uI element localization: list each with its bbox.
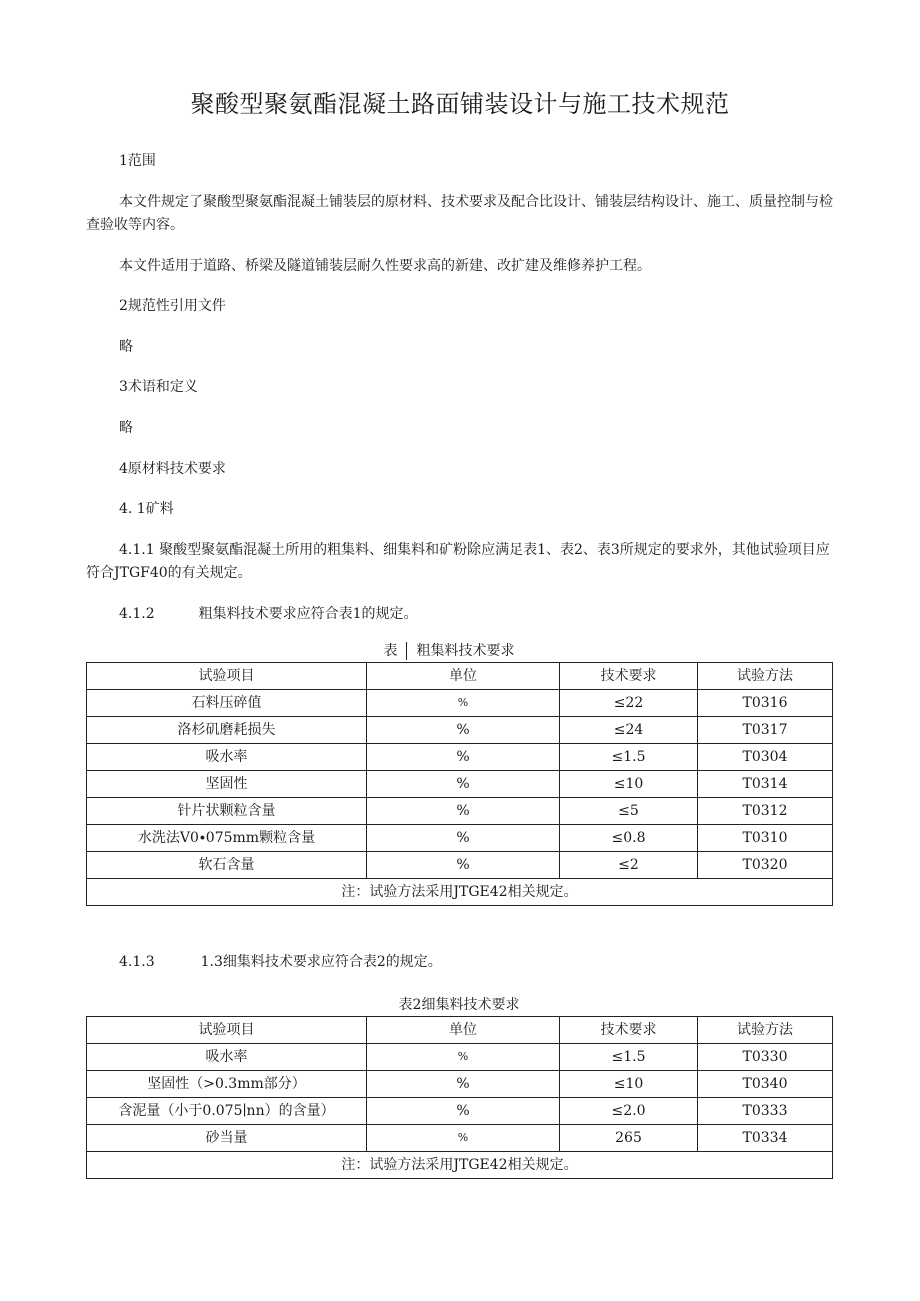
- section-1-heading: 1范围: [119, 153, 156, 169]
- table-note: 注：试验方法采用JTGE42相关规定。: [87, 879, 833, 906]
- table-cell: T0316: [698, 690, 833, 717]
- table-cell: ≤24: [560, 717, 698, 744]
- table-cell: T0334: [698, 1125, 833, 1152]
- header-cell: 试验项目: [87, 663, 367, 690]
- header-cell: 技术要求: [560, 1017, 698, 1044]
- table-row: [87, 717, 833, 744]
- table-row: [87, 1071, 833, 1098]
- table-cell: 吸水率: [87, 744, 367, 771]
- table-cell: ≤10: [560, 771, 698, 798]
- clause-4-1-3: [119, 951, 867, 974]
- table-cell: 石料压碎值: [87, 690, 367, 717]
- section-1-paragraph-1: 本文件规定了聚酸型聚氨酯混凝土铺装层的原材料、技术要求及配合比设计、铺装层结构设计、施工、质量控制与检查验收等内容。: [86, 194, 833, 233]
- table-cell: %: [367, 1098, 560, 1125]
- table-cell: 坚固性: [87, 771, 367, 798]
- table-row: [87, 771, 833, 798]
- caption-text: 粗集料技术要求: [416, 643, 515, 659]
- table-cell: %: [367, 798, 560, 825]
- table-cell: ≤1.5: [560, 1044, 698, 1071]
- caption-prefix: 表: [383, 643, 398, 659]
- header-cell: 单位: [367, 1017, 560, 1044]
- table-note: 注：试验方法采用JTGE42相关规定。: [87, 1152, 833, 1179]
- section-2-heading: 2规范性引用文件: [119, 298, 226, 314]
- clause-text: 粗集料技术要求应符合表1的规定。: [198, 606, 418, 622]
- table-cell: ≤22: [560, 690, 698, 717]
- section-1-paragraph-2: 本文件适用于道路、桥梁及隧道铺装层耐久性要求高的新建、改扩建及维修养护工程。: [119, 258, 651, 274]
- clause-number: 4.1.2: [119, 606, 155, 622]
- table-cell: ≤1.5: [560, 744, 698, 771]
- header-cell: 试验项目: [87, 1017, 367, 1044]
- document-title: 聚酸型聚氨酯混凝土路面铺装设计与施工技术规范: [190, 90, 730, 118]
- table-cell: %: [367, 825, 560, 852]
- table-cell: T0314: [698, 771, 833, 798]
- table-cell: T0310: [698, 825, 833, 852]
- clause-number: 4.1.3: [119, 954, 155, 970]
- table-row: [87, 1125, 833, 1152]
- table-cell: ≤2: [560, 852, 698, 879]
- table-cell: %: [367, 717, 560, 744]
- table-cell: T0312: [698, 798, 833, 825]
- clause-4-1-1: 4.1.1 聚酸型聚氨酯混凝土所用的粗集料、细集料和矿粉除应满足表1、表2、表3所规定的要求外，其他试验项目应符合JTGF40的有关规定。: [86, 542, 830, 581]
- table-cell: T0333: [698, 1098, 833, 1125]
- section-3-heading: 3术语和定义: [119, 379, 198, 395]
- table-cell: 洛杉矶磨耗损失: [87, 717, 367, 744]
- table-cell: %: [367, 852, 560, 879]
- clause-4-1-2: [119, 603, 867, 626]
- table-row: [87, 825, 833, 852]
- table-cell: 吸水率: [87, 1044, 367, 1071]
- table-cell: ≤0.8: [560, 825, 698, 852]
- table-cell: T0340: [698, 1071, 833, 1098]
- section-4-heading: 4原材料技术要求: [119, 461, 226, 477]
- table-cell: 针片状颗粒含量: [87, 798, 367, 825]
- table-cell: 砂当量: [87, 1125, 367, 1152]
- table-row: [87, 744, 833, 771]
- table-2: [86, 1016, 833, 1179]
- section-4-1-heading: 4. 1矿料: [119, 501, 174, 517]
- table-cell: 265: [560, 1125, 698, 1152]
- table-cell: %: [367, 771, 560, 798]
- table-header-row: [87, 1017, 833, 1044]
- table-cell: ≤5: [560, 798, 698, 825]
- header-cell: 技术要求: [560, 663, 698, 690]
- table-cell: ≤2.0: [560, 1098, 698, 1125]
- table-cell: %: [367, 1044, 560, 1071]
- header-cell: 单位: [367, 663, 560, 690]
- table-cell: T0320: [698, 852, 833, 879]
- table-row: [87, 852, 833, 879]
- table-cell: 坚固性（>0.3mm部分）: [87, 1071, 367, 1098]
- table-row: [87, 1044, 833, 1071]
- table-cell: T0304: [698, 744, 833, 771]
- clause-text: 1.3细集料技术要求应符合表2的规定。: [200, 954, 442, 970]
- table-1-caption: [86, 640, 832, 660]
- table-cell: %: [367, 690, 560, 717]
- header-cell: 试验方法: [698, 1017, 833, 1044]
- caption-divider: [406, 642, 407, 660]
- table-row: [87, 798, 833, 825]
- table-1: [86, 662, 833, 906]
- table-cell: T0317: [698, 717, 833, 744]
- table-cell: 水洗法V0∙075mm颗粒含量: [87, 825, 367, 852]
- table-note-row: [87, 1152, 833, 1179]
- table-header-row: [87, 663, 833, 690]
- table-cell: %: [367, 1125, 560, 1152]
- table-cell: 软石含量: [87, 852, 367, 879]
- table-2-caption: 表2细集料技术要求: [398, 997, 520, 1013]
- header-cell: 试验方法: [698, 663, 833, 690]
- table-cell: T0330: [698, 1044, 833, 1071]
- table-row: [87, 1098, 833, 1125]
- table-cell: %: [367, 1071, 560, 1098]
- table-cell: ≤10: [560, 1071, 698, 1098]
- table-note-row: [87, 879, 833, 906]
- table-cell: 含泥量（小于0.075∣nn）的含量）: [87, 1098, 367, 1125]
- table-row: [87, 690, 833, 717]
- section-2-body: 略: [119, 339, 133, 355]
- table-cell: %: [367, 744, 560, 771]
- section-3-body: 略: [119, 420, 133, 436]
